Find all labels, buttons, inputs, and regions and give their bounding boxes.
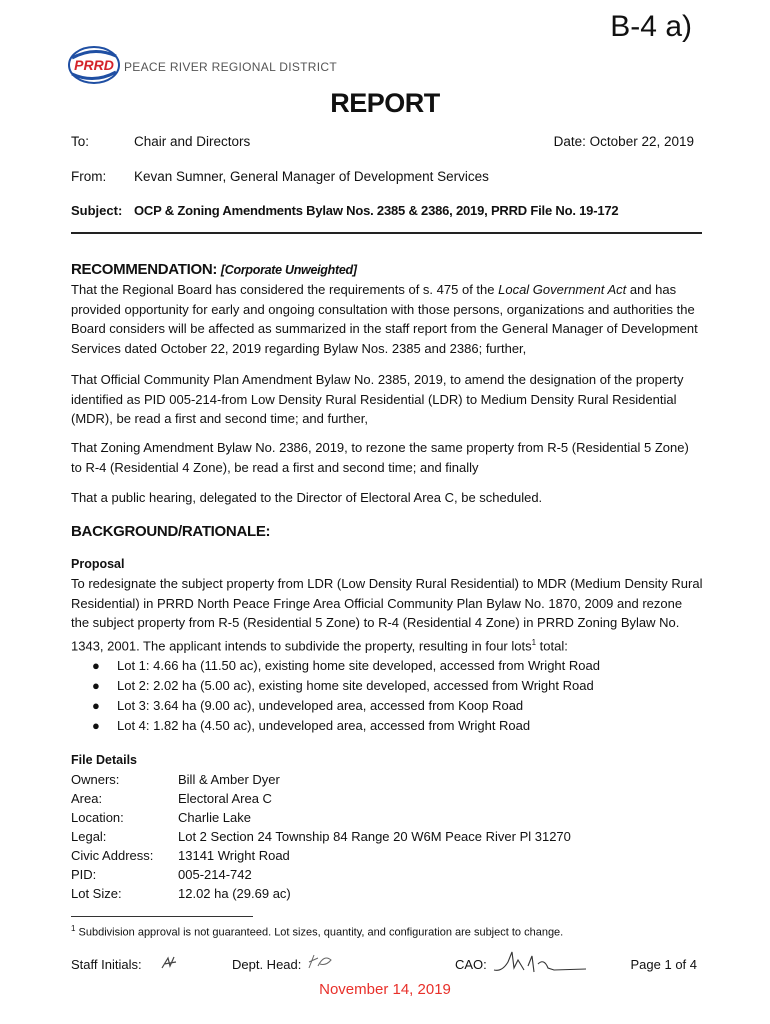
cao-label: CAO: [455, 957, 487, 972]
detail-label: Civic Address: [71, 848, 154, 863]
header-divider [71, 232, 702, 234]
from-value: Kevan Sumner, General Manager of Development Services [134, 169, 489, 184]
bullet: ● [92, 718, 100, 733]
file-details-heading: File Details [71, 753, 137, 767]
dept-head-label: Dept. Head: [232, 957, 302, 972]
lot-item: Lot 4: 1.82 ha (4.50 ac), undeveloped area, accessed from Wright Road [117, 718, 531, 733]
proposal-text: To redesignate the subject property from LDR (Low Density Rural Residential) to MDR (Medium Density Rural Residential) in PRRD North Peace Fringe Area Official Community Plan Bylaw No. 1870, 2009 and rezone the subject property from R-5 (Residential 5 Zone) to R-4 (Residential 4 Zone) in PRRD Zoning Bylaw No. 1343, 2001. The applicant intends to subdivide the property, resulting in four lots$^1$ total: [71, 576, 703, 653]
footnote: $^1$ Subdivision approval is not guaranteed. Lot sizes, quantity, and configuration are subject to change. [71, 924, 564, 939]
lot-item: Lot 2: 2.02 ha (5.00 ac), existing home site developed, accessed from Wright Road [117, 678, 594, 693]
detail-value: 12.02 ha (29.69 ac) [178, 886, 291, 901]
subject-label: Subject: [71, 203, 123, 218]
page-number: Page 1 of 4 [630, 957, 697, 972]
recommendation-para-4: That a public hearing, delegated to the Director of Electoral Area C, be scheduled. [71, 490, 543, 505]
detail-label: PID: [71, 867, 97, 882]
cao-signature [490, 948, 588, 978]
footnote-divider [71, 916, 253, 917]
from-label: From: [71, 169, 107, 184]
detail-value: Charlie Lake [178, 810, 251, 825]
detail-value: Lot 2 Section 24 Township 84 Range 20 W6M Peace River Pl 31270 [178, 829, 571, 844]
to-value: Chair and Directors [134, 134, 251, 149]
page-tag: B-4 a) [610, 10, 692, 43]
recommendation-heading: RECOMMENDATION: [Corporate Unweighted] [71, 261, 357, 278]
logo-text: PRRD [74, 57, 114, 73]
detail-label: Legal: [71, 829, 107, 844]
prrd-logo [66, 44, 122, 86]
detail-label: Area: [71, 791, 103, 806]
staff-initials-signature [160, 954, 178, 972]
staff-initials-label: Staff Initials: [71, 957, 142, 972]
report-date: Date: October 22, 2019 [553, 134, 694, 149]
recommendation-qualifier: [Corporate Unweighted] [220, 263, 357, 277]
org-name: PEACE RIVER REGIONAL DISTRICT [124, 60, 337, 74]
detail-label: Location: [71, 810, 124, 825]
subject-value: OCP & Zoning Amendments Bylaw Nos. 2385 & 2386, 2019, PRRD File No. 19-172 [134, 203, 619, 218]
recommendation-para-2: That Official Community Plan Amendment Bylaw No. 2385, 2019, to amend the designation of the property identified as PID 005-214-from Low Density Rural Residential (LDR) to Medium Density Rural Residential (MDR), be read a first and second time; and further, [71, 372, 684, 426]
lot-item: Lot 1: 4.66 ha (11.50 ac), existing home site developed, accessed from Wright Road [117, 658, 600, 673]
detail-label: Lot Size: [71, 886, 122, 901]
detail-value: 005-214-742 [178, 867, 252, 882]
bullet: ● [92, 678, 100, 693]
bullet: ● [92, 658, 100, 673]
detail-value: Bill & Amber Dyer [178, 772, 280, 787]
background-heading: BACKGROUND/RATIONALE: [71, 523, 271, 540]
dept-head-signature [306, 952, 334, 972]
proposal-heading: Proposal [71, 557, 125, 571]
detail-label: Owners: [71, 772, 120, 787]
bullet: ● [92, 698, 100, 713]
received-date-stamp: November 14, 2019 [319, 981, 451, 998]
detail-value: Electoral Area C [178, 791, 272, 806]
report-title: REPORT [330, 88, 440, 118]
to-label: To: [71, 134, 90, 149]
detail-value: 13141 Wright Road [178, 848, 290, 863]
lot-item: Lot 3: 3.64 ha (9.00 ac), undeveloped area, accessed from Koop Road [117, 698, 524, 713]
recommendation-para-1: That the Regional Board has considered the requirements of s. 475 of the Local Government Act and has provided opportunity for early and ongoing consultation with those persons, organizations and authorities the Board considers will be affected as summarized in the staff report from the General Manager of Development Services dated October 22, 2019 regarding Bylaw Nos. 2385 and 2386; further, [71, 282, 698, 356]
recommendation-para-3: That Zoning Amendment Bylaw No. 2386, 2019, to rezone the same property from R-5 (Residential 5 Zone) to R-4 (Residential 4 Zone), be read a first and second time; and finally [71, 440, 689, 475]
